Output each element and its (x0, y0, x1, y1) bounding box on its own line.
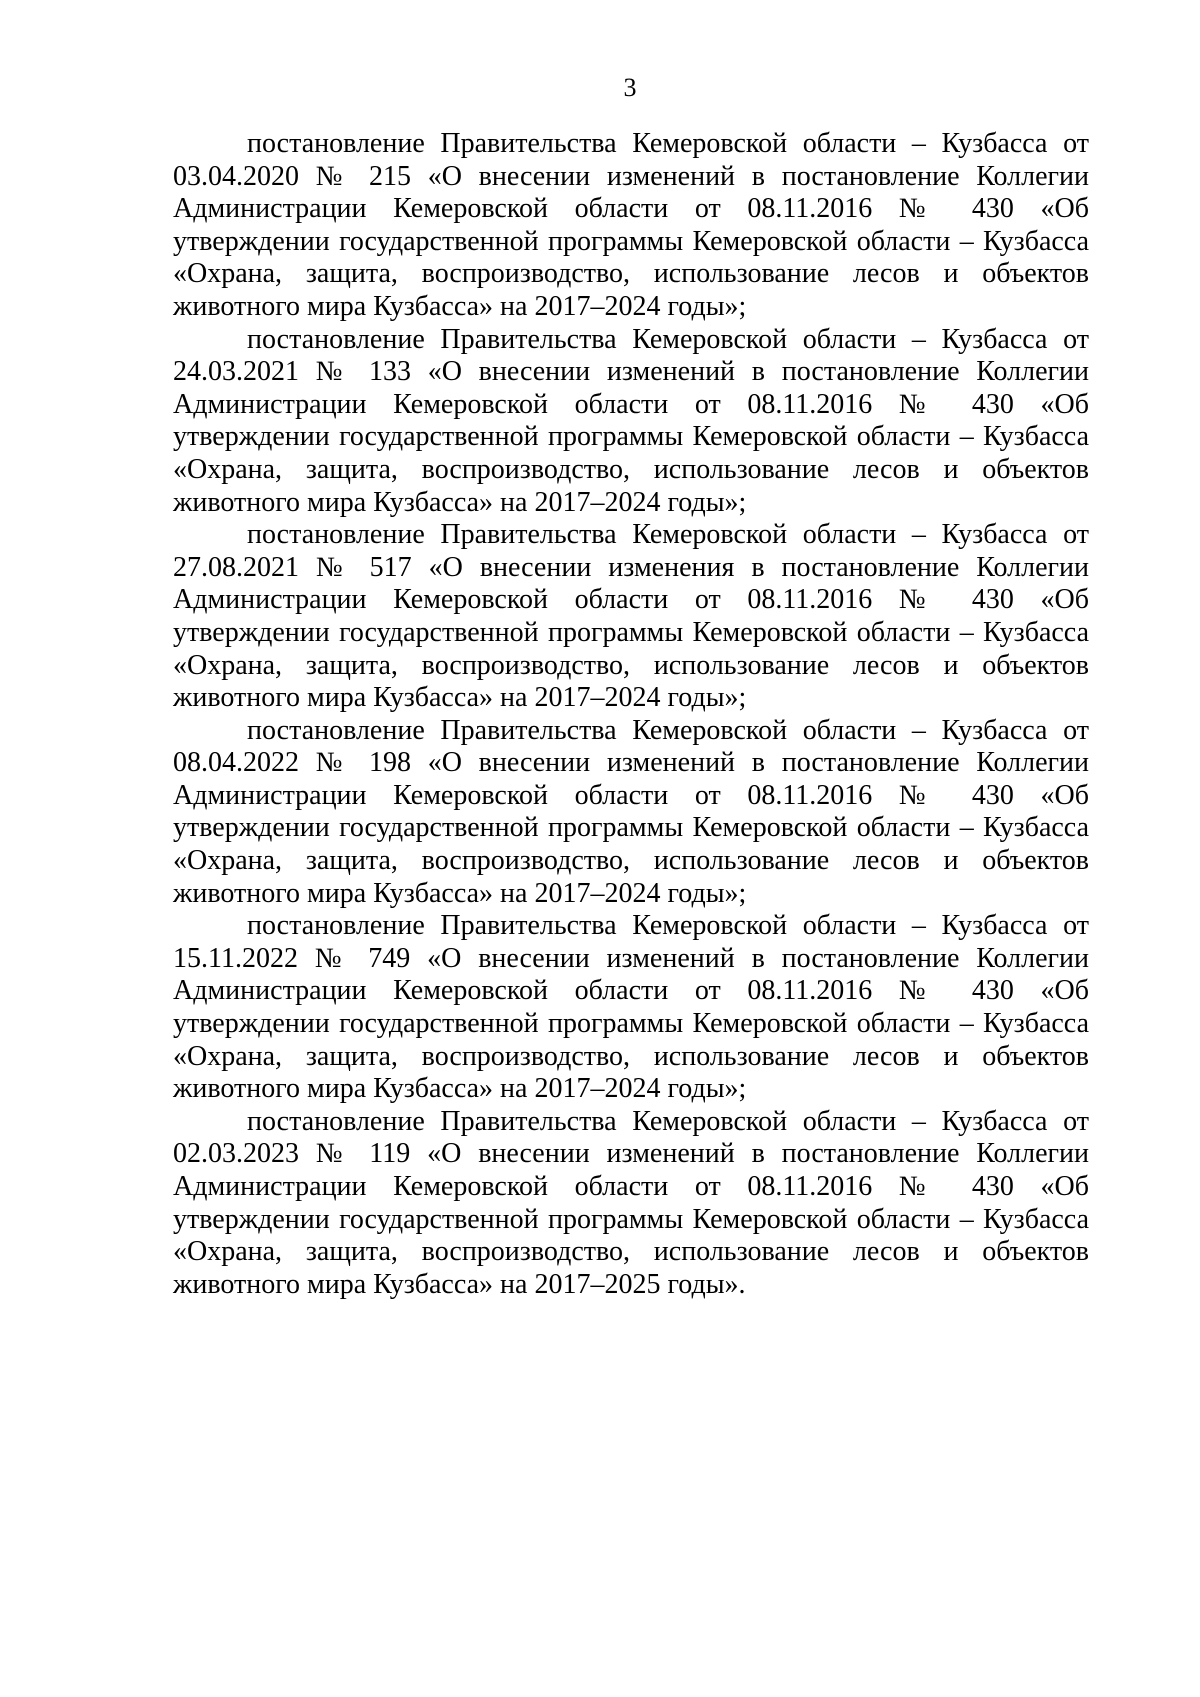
page-number: 3 (623, 73, 637, 102)
decree-paragraph-2: постановление Правительства Кемеровской области – Кузбасса от 24.03.2021 № 133 «О внесении изменений в постановление Коллегии Администрации Кемеровской области от 08.11.2016 № 430 «Об утверждении государственной программы Кемеровской области – Кузбасса «Охрана, защита, воспроизводство, использование лесов и объектов животного мира Кузбасса» на 2017–2024 годы»; (173, 323, 1089, 518)
document-body (173, 128, 1089, 1301)
decree-paragraph-4: постановление Правительства Кемеровской области – Кузбасса от 08.04.2022 № 198 «О внесении изменений в постановление Коллегии Администрации Кемеровской области от 08.11.2016 № 430 «Об утверждении государственной программы Кемеровской области – Кузбасса «Охрана, защита, воспроизводство, использование лесов и объектов животного мира Кузбасса» на 2017–2024 годы»; (173, 714, 1089, 909)
decree-paragraph-6: постановление Правительства Кемеровской области – Кузбасса от 02.03.2023 № 119 «О внесении изменений в постановление Коллегии Администрации Кемеровской области от 08.11.2016 № 430 «Об утверждении государственной программы Кемеровской области – Кузбасса «Охрана, защита, воспроизводство, использование лесов и объектов животного мира Кузбасса» на 2017–2025 годы». (173, 1105, 1089, 1300)
decree-paragraph-3: постановление Правительства Кемеровской области – Кузбасса от 27.08.2021 № 517 «О внесении изменения в постановление Коллегии Администрации Кемеровской области от 08.11.2016 № 430 «Об утверждении государственной программы Кемеровской области – Кузбасса «Охрана, защита, воспроизводство, использование лесов и объектов животного мира Кузбасса» на 2017–2024 годы»; (173, 519, 1089, 714)
decree-paragraph-1: постановление Правительства Кемеровской области – Кузбасса от 03.04.2020 № 215 «О внесении изменений в постановление Коллегии Администрации Кемеровской области от 08.11.2016 № 430 «Об утверждении государственной программы Кемеровской области – Кузбасса «Охрана, защита, воспроизводство, использование лесов и объектов животного мира Кузбасса» на 2017–2024 годы»; (173, 128, 1089, 322)
decree-paragraph-5: постановление Правительства Кемеровской области – Кузбасса от 15.11.2022 № 749 «О внесении изменений в постановление Коллегии Администрации Кемеровской области от 08.11.2016 № 430 «Об утверждении государственной программы Кемеровской области – Кузбасса «Охрана, защита, воспроизводство, использование лесов и объектов животного мира Кузбасса» на 2017–2024 годы»; (173, 910, 1089, 1105)
